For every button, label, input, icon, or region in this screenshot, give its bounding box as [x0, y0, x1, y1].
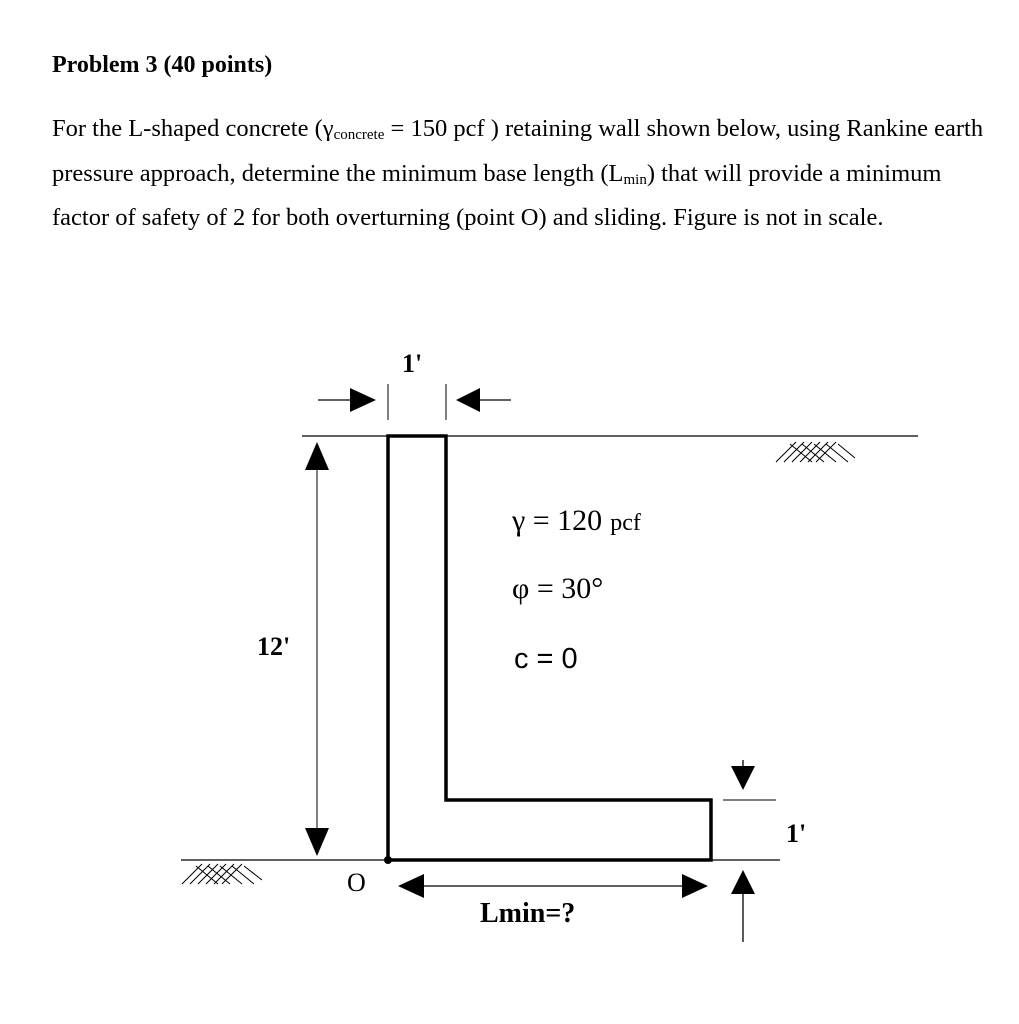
stem-width-label: 1'	[402, 349, 423, 378]
base-length-arrow-left-icon	[398, 874, 424, 898]
base-thickness-label: 1'	[786, 819, 807, 848]
base-thickness-arrow-down-icon	[731, 766, 755, 790]
height-arrow-down-icon	[305, 828, 329, 856]
soil-hatch-top	[776, 442, 855, 462]
soil-unit-weight-label	[511, 504, 641, 537]
soil-hatch-bottom	[182, 864, 262, 884]
point-o-marker	[384, 856, 392, 864]
soil-unit-weight-unit: pcf	[610, 510, 641, 536]
base-length-arrow-right-icon	[682, 874, 708, 898]
gamma-symbol: γ	[322, 115, 334, 142]
soil-unit-weight-value: γ = 120	[512, 504, 603, 537]
height-label: 12'	[257, 632, 291, 661]
height-arrow-up-icon	[305, 442, 329, 470]
problem-title: Problem 3 (40 points)	[52, 52, 273, 78]
stem-width-arrow-left-icon	[456, 388, 480, 412]
base-length-label: Lmin=?	[480, 898, 576, 929]
statement-part-2: = 150 pcf ) retaining wall shown below, using Rankine earth pressure approach, determine the minimum base length (L	[52, 115, 984, 187]
soil-friction-angle-label: φ = 30°	[512, 572, 604, 605]
statement-part-1: For the L-shaped concrete (	[52, 115, 323, 142]
gamma-subscript: concrete	[333, 127, 385, 143]
soil-cohesion-label: c = 0	[514, 643, 578, 675]
point-o-label: O	[347, 868, 366, 897]
stem-width-arrow-right-icon	[350, 388, 376, 412]
lmin-subscript: min	[623, 171, 647, 188]
statement-part-3: ) that will provide a minimum factor of safety of 2 for both overturning (point O) and sliding. Figure is not in scale.	[52, 159, 942, 231]
